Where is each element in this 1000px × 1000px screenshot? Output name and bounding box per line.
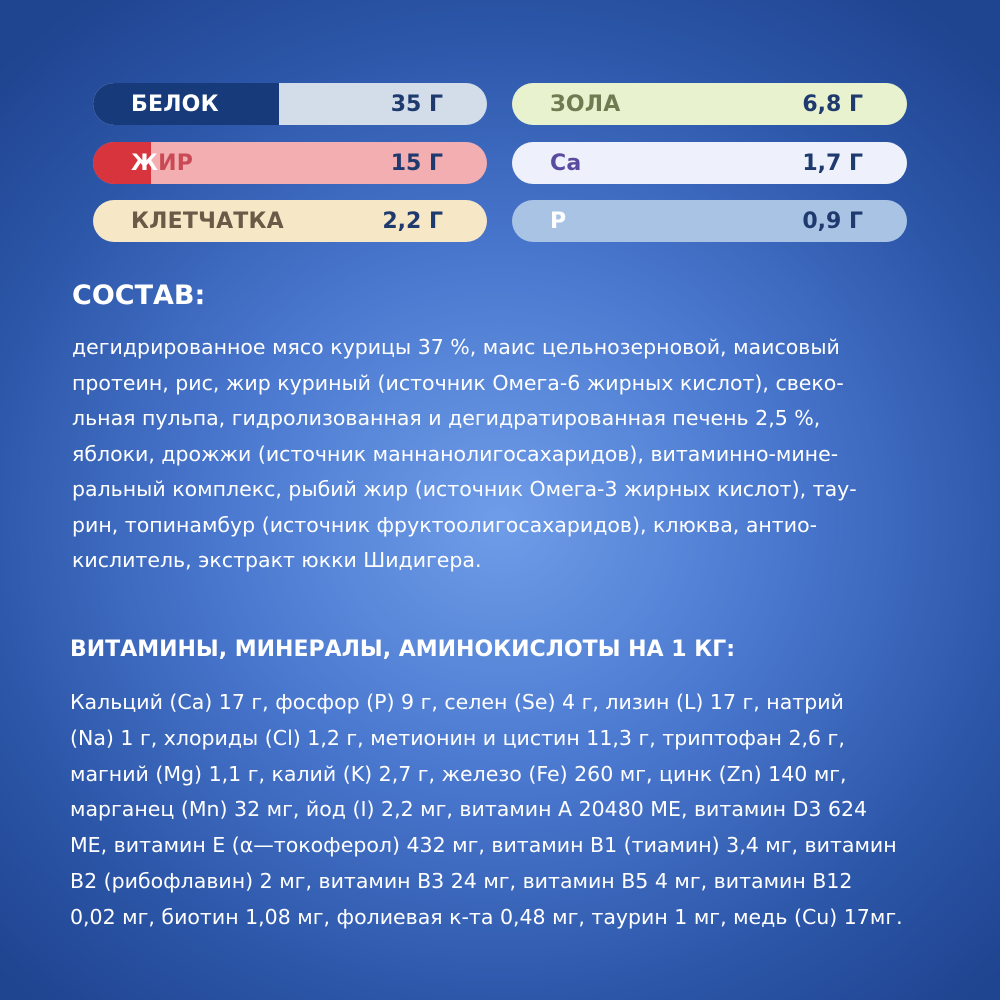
phosphorus-pill — [512, 200, 907, 242]
vitamins-line: (Na) 1 г, хлориды (Cl) 1,2 г, метионин и цистин 11,3 г, триптофан 2,6 г, — [70, 725, 845, 750]
protein-value: 35 Г — [390, 91, 443, 117]
fiber-value: 2,2 Г — [382, 208, 443, 234]
vitamins-line: МЕ, витамин Е (α—токоферол) 432 мг, витамин В1 (тиамин) 3,4 мг, витамин — [70, 833, 897, 858]
fiber-pill — [93, 200, 487, 242]
composition-line: льная пульпа, гидролизованная и дегидратированная печень 2,5 %, — [72, 406, 821, 430]
calcium-value: 1,7 Г — [802, 150, 863, 176]
vitamins-line: В2 (рибофлавин) 2 мг, витамин В3 24 мг, витамин В5 4 мг, витамин В12 — [70, 868, 853, 893]
vitamins-line: Кальций (Са) 17 г, фосфор (Р) 9 г, селен (Se) 4 г, лизин (L) 17 г, натрий — [70, 690, 844, 714]
composition-line: протеин, рис, жир куриный (источник Омега-6 жирных кислот), свеко- — [72, 370, 844, 395]
ash-label: ЗОЛА — [550, 91, 621, 117]
composition-line: яблоки, дрожжи (источник маннанолигосахаридов), витаминно-мине- — [72, 441, 839, 466]
vitamins-text — [70, 685, 950, 936]
phosphorus-label: P — [550, 208, 567, 234]
composition-title: СОСТАВ: — [72, 280, 206, 311]
vitamins-line: магний (Mg) 1,1 г, калий (K) 2,7 г, железо (Fe) 260 мг, цинк (Zn) 140 мг, — [70, 761, 847, 786]
fat-pill — [93, 142, 487, 184]
ash-value: 6,8 Г — [802, 91, 863, 117]
composition-line: рин, топинамбур (источник фруктоолигосахаридов), клюква, антио- — [72, 512, 818, 537]
phosphorus-value: 0,9 Г — [802, 208, 863, 234]
vitamins-line: марганец (Mn) 32 мг, йод (I) 2,2 мг, витамин А 20480 МЕ, витамин D3 624 — [70, 797, 868, 822]
composition-text — [72, 330, 932, 579]
calcium-pill — [512, 142, 907, 184]
fiber-label: КЛЕТЧАТКА — [131, 208, 284, 234]
composition-line: ральный комплекс, рыбий жир (источник Омега-3 жирных кислот), тау- — [72, 477, 857, 501]
protein-label: БЕЛОК — [131, 91, 219, 117]
fat-label: Ж ИР — [131, 150, 194, 176]
ash-pill — [512, 83, 907, 125]
vitamins-title: ВИТАМИНЫ, МИНЕРАЛЫ, АМИНОКИСЛОТЫ НА 1 КГ: — [70, 637, 736, 662]
composition-line: дегидрированное мясо курицы 37 %, маис цельнозерновой, маисовый — [72, 335, 840, 359]
vitamins-line: 0,02 мг, биотин 1,08 мг, фолиевая к-та 0,48 мг, таурин 1 мг, медь (Cu) 17мг. — [70, 904, 903, 929]
composition-line: кислитель, экстракт юкки Шидигера. — [72, 548, 482, 572]
protein-pill — [93, 83, 487, 125]
fat-value: 15 Г — [390, 150, 443, 176]
calcium-label: Ca — [550, 150, 582, 176]
